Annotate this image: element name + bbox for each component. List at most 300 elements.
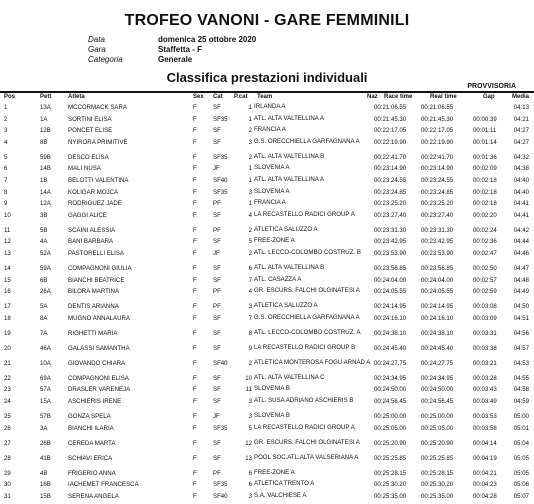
cell-real-time: 00:24:38.10	[421, 329, 454, 337]
cell-sex: F	[193, 439, 197, 447]
cell-pcat: 7	[248, 276, 252, 284]
cell-pos: 23	[4, 386, 11, 394]
cell-pcat: 5	[248, 238, 252, 246]
cell-sex: F	[193, 424, 197, 432]
cell-team: SLOVENIA A	[254, 187, 290, 195]
cell-media: 04:41	[513, 200, 529, 208]
table-row	[0, 360, 534, 375]
cell-media: 05:05	[513, 469, 529, 477]
cell-cat: SF35	[213, 424, 228, 432]
cell-race-time: 00:25:25.85	[374, 454, 407, 462]
col-team: Team	[257, 94, 273, 100]
cell-media: 05:00	[513, 412, 529, 420]
cell-gap: 00:03:43	[473, 386, 497, 394]
cell-pos: 15	[4, 276, 11, 284]
cell-pett: 16B	[40, 481, 51, 489]
cell-media: 04:44	[513, 238, 529, 246]
cell-cat: SF35	[213, 153, 228, 161]
cell-sex: F	[193, 412, 197, 420]
cell-athlete: GALASSI SAMANTHA	[68, 344, 130, 352]
table-row	[0, 288, 534, 303]
cell-sex: F	[193, 374, 197, 382]
cell-race-time: 00:23:42.95	[374, 238, 407, 246]
cell-athlete: IACHEMET FRANCESCA	[68, 481, 139, 489]
cell-gap: 00:03:08	[473, 303, 497, 311]
cell-gap: 00:04:28	[473, 492, 497, 500]
cell-pos: 9	[4, 200, 8, 208]
cell-athlete: SERENA ANGELA	[68, 492, 119, 500]
cell-athlete: NYIRORA PRIMITIVE	[68, 138, 128, 146]
cell-gap: 00:03:38	[473, 344, 497, 352]
cell-team: ATL. ALTA VALTELLINA A	[254, 175, 324, 183]
cell-athlete: BILORA MARTINA	[68, 288, 120, 296]
cell-pett: 14A	[40, 188, 51, 196]
cell-real-time: 00:24:04.00	[421, 276, 454, 284]
document-title: TROFEO VANONI - GARE FEMMINILI	[124, 12, 410, 29]
table-row	[0, 104, 534, 116]
cell-pett: 46A	[40, 344, 51, 352]
cell-sex: F	[193, 249, 197, 257]
cell-gap: 00:04:21	[473, 469, 497, 477]
cell-team: FREE-ZONE A	[254, 468, 295, 476]
cell-gap: 00:02:59	[473, 288, 497, 296]
cell-cat: PF	[213, 288, 221, 296]
cell-pcat: 4	[248, 288, 252, 296]
cell-pett: 6B	[40, 276, 48, 284]
cell-race-time: 00:25:35.00	[374, 492, 407, 500]
cell-pett: 41B	[40, 454, 51, 462]
cell-real-time: 00:24:34.95	[421, 374, 454, 382]
cell-pett: 1B	[40, 176, 48, 184]
cell-athlete: DESCO ELISA	[68, 153, 109, 161]
cell-sex: F	[193, 165, 197, 173]
cell-race-time: 00:23:56.85	[374, 264, 407, 272]
cell-race-time: 00:21:06.55	[374, 104, 407, 111]
classification-title: Classifica prestazioni individuali	[166, 70, 368, 85]
cell-team: ATL. ALTA VALTELLINA B	[254, 263, 325, 271]
cell-pos: 21	[4, 359, 11, 367]
cell-real-time: 00:23:24.85	[421, 188, 454, 196]
cell-cat: SF40	[213, 359, 228, 367]
cell-sex: F	[193, 153, 197, 161]
cell-team: GR. ESCURS. FALCHI OLGINATESI A	[254, 287, 360, 295]
cell-pcat: 6	[248, 469, 252, 477]
cell-race-time: 00:23:25.20	[374, 200, 407, 208]
cell-team: LA RECASTELLO RADICI GROUP B	[254, 343, 356, 351]
cell-race-time: 00:23:27.40	[374, 211, 407, 219]
cell-real-time: 00:23:27.40	[421, 211, 454, 219]
cell-real-time: 00:25:35.00	[421, 492, 454, 500]
cell-pos: 4	[4, 138, 8, 146]
cell-pos: 28	[4, 454, 11, 462]
cell-real-time: 00:24:16.10	[421, 314, 454, 322]
cell-team: FREE-ZONE A	[254, 237, 295, 245]
cell-pett: 59B	[40, 153, 51, 161]
cell-pos: 7	[4, 176, 8, 184]
cell-team: LA RECASTELLO RADICI GROUP A	[254, 423, 355, 431]
cell-gap: 00:02:18	[473, 188, 497, 196]
cell-race-time: 00:23:31.30	[374, 226, 407, 234]
cell-pett: 5B	[40, 226, 48, 234]
cell-athlete: CEREDA MARTA	[68, 439, 116, 447]
cell-gap: 00:03:53	[473, 412, 497, 420]
cell-sex: F	[193, 176, 197, 184]
cell-pcat: 3	[248, 397, 252, 405]
cell-race-time: 00:22:19.90	[374, 138, 407, 146]
cell-race-time: 00:22:17.05	[374, 127, 407, 135]
col-pcat: P.cat	[234, 94, 248, 100]
cell-pcat: 7	[248, 314, 252, 322]
cell-media: 04:47	[513, 264, 529, 272]
cell-pcat: 12	[245, 439, 252, 447]
cell-real-time: 00:23:42.95	[421, 238, 454, 246]
cell-team: SLOVENIA A	[254, 164, 290, 172]
cell-race-time: 00:24:05.55	[374, 288, 407, 296]
cell-team: S.A. VALCHIESE A	[254, 491, 307, 499]
cell-gap: 00:04:19	[473, 454, 497, 462]
cell-pett: 8B	[40, 138, 48, 146]
cell-media: 04:42	[513, 226, 529, 234]
cell-gap: 00:02:09	[473, 165, 497, 173]
cell-media: 04:38	[513, 165, 529, 173]
cell-pett: 3B	[40, 211, 48, 219]
col-athlete: Atleta	[68, 94, 85, 100]
table-row	[0, 440, 534, 455]
cell-sex: F	[193, 188, 197, 196]
cell-real-time: 00:25:05.00	[421, 424, 454, 432]
cell-athlete: ASCHIERIS IRENE	[68, 397, 122, 405]
cell-pcat: 1	[248, 104, 252, 111]
cell-gap: 00:04:23	[473, 481, 497, 489]
table-row	[0, 265, 534, 277]
cell-cat: SF	[213, 344, 221, 352]
cell-pos: 10	[4, 211, 11, 219]
cell-real-time: 00:23:53.90	[421, 249, 454, 257]
table-row	[0, 345, 534, 360]
cell-pos: 17	[4, 303, 11, 311]
col-sex: Sex	[193, 94, 204, 100]
cell-pcat: 13	[245, 454, 252, 462]
cell-pcat: 8	[248, 329, 252, 337]
cell-pett: 3A	[40, 424, 48, 432]
cell-pos: 5	[4, 153, 8, 161]
cell-pett: 52A	[40, 249, 51, 257]
table-row	[0, 212, 534, 227]
cell-gap: 00:02:50	[473, 264, 497, 272]
cell-real-time: 00:21:45.30	[421, 115, 454, 123]
cell-team: ATLETICA SALUZZO A	[254, 225, 318, 233]
col-gap: Gap	[483, 94, 495, 100]
cell-race-time: 00:23:14.90	[374, 165, 407, 173]
cell-athlete: DRASLER VARENEJA	[68, 386, 131, 394]
cell-race-time: 00:22:41.70	[374, 153, 407, 161]
cell-race-time: 00:24:50.00	[374, 386, 407, 394]
cell-cat: PF	[213, 226, 221, 234]
col-pett: Pett	[40, 94, 52, 100]
cell-cat: SF35	[213, 115, 228, 123]
cell-pos: 29	[4, 469, 11, 477]
cell-pos: 12	[4, 238, 11, 246]
cell-athlete: BELOTTI VALENTINA	[68, 176, 129, 184]
cell-cat: SF	[213, 329, 221, 337]
cell-athlete: KOLIGAR MOJCA	[68, 188, 119, 196]
cell-pcat: 2	[248, 153, 252, 161]
table-row	[0, 303, 534, 315]
cell-cat: SF35	[213, 481, 228, 489]
cell-pcat: 4	[248, 211, 252, 219]
cell-gap: 00:02:57	[473, 276, 497, 284]
cell-sex: F	[193, 397, 197, 405]
cell-media: 05:07	[513, 492, 529, 500]
cell-race-time: 00:24:56.45	[374, 397, 407, 405]
cell-real-time: 00:24:27.75	[421, 359, 454, 367]
cell-media: 04:50	[513, 303, 529, 311]
cell-media: 04:13	[513, 104, 529, 111]
cell-real-time: 00:22:19.90	[421, 138, 454, 146]
cell-cat: SF	[213, 454, 221, 462]
table-row	[0, 493, 534, 504]
cell-media: 04:32	[513, 153, 529, 161]
cell-team: ATL. LECCO-COLOMBO COSTRUZ. B	[254, 248, 361, 256]
cell-race-time: 00:24:34.95	[374, 374, 407, 382]
cell-cat: JF	[213, 165, 220, 173]
cell-race-time: 00:23:53.90	[374, 249, 407, 257]
cell-athlete: PONCET ELISE	[68, 127, 113, 135]
cell-real-time: 00:23:56.85	[421, 264, 454, 272]
cell-media: 04:58	[513, 386, 529, 394]
cell-real-time: 00:21:06.55	[421, 104, 454, 111]
cell-team: G.S. ORECCHIELLA GARFAGNANA A	[254, 313, 360, 321]
cell-sex: F	[193, 211, 197, 219]
cell-pett: 4A	[40, 238, 48, 246]
cell-pcat: 1	[248, 115, 252, 123]
cell-cat: SF	[213, 439, 221, 447]
col-real-time: Real time	[430, 94, 457, 100]
cell-real-time: 00:25:20.90	[421, 439, 454, 447]
cell-cat: JF	[213, 249, 220, 257]
cell-gap: 00:01:36	[473, 153, 497, 161]
table-row	[0, 455, 534, 470]
cell-pos: 2	[4, 115, 8, 123]
cell-athlete: BIANCHI ILARIA	[68, 424, 114, 432]
cell-pett: 15B	[40, 492, 51, 500]
cell-team: ATL. ALTA VALTELLINA A	[254, 114, 324, 122]
cell-team: FRANCIA A	[254, 126, 286, 134]
col-cat: Cat	[213, 94, 223, 100]
cell-gap: 00:03:28	[473, 374, 497, 382]
cell-sex: F	[193, 226, 197, 234]
cell-athlete: SCAINI ALESSIA	[68, 226, 116, 234]
cell-media: 04:48	[513, 276, 529, 284]
cell-media: 04:59	[513, 397, 529, 405]
cell-real-time: 00:24:56.45	[421, 397, 454, 405]
cell-athlete: GIOVANDO CHIARA	[68, 359, 126, 367]
cell-media: 04:55	[513, 374, 529, 382]
col-race-time: Race time	[384, 94, 413, 100]
cell-pcat: 5	[248, 424, 252, 432]
cell-pett: 1A	[40, 115, 48, 123]
cell-athlete: SCHIAVI ERICA	[68, 454, 113, 462]
event-meta	[88, 35, 256, 65]
cell-cat: SF	[213, 314, 221, 322]
table-row	[0, 413, 534, 425]
cell-gap: 00:02:24	[473, 226, 497, 234]
cell-athlete: BANI BARBARA	[68, 238, 114, 246]
cell-gap: 00:02:18	[473, 200, 497, 208]
cell-race-time: 00:24:04.00	[374, 276, 407, 284]
cell-real-time: 00:22:17.05	[421, 127, 454, 135]
cell-real-time: 00:23:24.55	[421, 176, 454, 184]
cell-pcat: 6	[248, 481, 252, 489]
category-value: Generale	[158, 55, 193, 64]
table-row	[0, 200, 534, 212]
cell-gap: 00:00:39	[473, 115, 497, 123]
cell-sex: F	[193, 138, 197, 146]
cell-gap: 00:03:09	[473, 314, 497, 322]
col-naz: Naz	[367, 94, 378, 100]
cell-race-time: 00:25:05.00	[374, 424, 407, 432]
cell-team: GR. ESCURS. FALCHI OLGINATESI A	[254, 438, 360, 446]
cell-pett: 12A	[40, 200, 51, 208]
cell-race-time: 00:23:24.55	[374, 176, 407, 184]
cell-pett: 57A	[40, 386, 51, 394]
table-row	[0, 330, 534, 345]
cell-pos: 20	[4, 344, 11, 352]
cell-pcat: 3	[248, 138, 252, 146]
cell-real-time: 00:22:41.70	[421, 153, 454, 161]
cell-media: 04:53	[513, 359, 529, 367]
cell-sex: F	[193, 115, 197, 123]
table-row	[0, 315, 534, 330]
cell-pcat: 10	[245, 374, 252, 382]
cell-cat: SF	[213, 276, 221, 284]
cell-cat: SF	[213, 397, 221, 405]
cell-cat: SF	[213, 386, 221, 394]
cell-team: SLOVENIA B	[254, 411, 290, 419]
cell-athlete: RIGHETTI MARIA	[68, 329, 118, 337]
cell-pcat: 1	[248, 176, 252, 184]
cell-gap: 00:03:58	[473, 424, 497, 432]
cell-cat: PF	[213, 469, 221, 477]
cell-sex: F	[193, 386, 197, 394]
cell-sex: F	[193, 469, 197, 477]
cell-pos: 3	[4, 127, 8, 135]
cell-media: 04:27	[513, 127, 529, 135]
cell-pett: 59A	[40, 264, 51, 272]
cell-pos: 26	[4, 424, 11, 432]
cell-pett: 26A	[40, 288, 51, 296]
cell-pos: 13	[4, 249, 11, 257]
cell-race-time: 00:23:24.85	[374, 188, 407, 196]
cell-pcat: 11	[245, 386, 252, 394]
cell-real-time: 00:25:30.20	[421, 481, 454, 489]
table-row	[0, 250, 534, 265]
cell-sex: F	[193, 329, 197, 337]
cell-media: 05:06	[513, 481, 529, 489]
cell-gap: 00:02:47	[473, 249, 497, 257]
cell-sex: F	[193, 454, 197, 462]
cell-pos: 18	[4, 314, 11, 322]
cell-race-time: 00:24:45.40	[374, 344, 407, 352]
cell-cat: SF40	[213, 176, 228, 184]
cell-team: ATL. SUSA ADRIANO ASCHIERIS B	[254, 396, 354, 404]
cell-team: ATL. CASAZZA A	[254, 275, 302, 283]
col-pos: Pos	[4, 94, 16, 100]
cell-race-time: 00:21:45.30	[374, 115, 407, 123]
cell-sex: F	[193, 344, 197, 352]
cell-sex: F	[193, 288, 197, 296]
cell-real-time: 00:23:14.90	[421, 165, 454, 173]
cell-real-time: 00:23:31.30	[421, 226, 454, 234]
cell-sex: F	[193, 359, 197, 367]
cell-team: ATLETICA SALUZZO A	[254, 302, 318, 310]
cell-pcat: 2	[248, 249, 252, 257]
cell-media: 05:04	[513, 439, 529, 447]
category-label: Categoria	[88, 55, 123, 64]
table-row	[0, 425, 534, 440]
cell-athlete: MALI NUSA	[68, 165, 101, 173]
cell-gap: 00:03:49	[473, 397, 497, 405]
cell-team: G.S. ORECCHIELLA GARFAGNANA A	[254, 137, 360, 145]
cell-sex: F	[193, 303, 197, 311]
cell-athlete: PASTORELLI ELISA	[68, 249, 124, 257]
cell-cat: PF	[213, 303, 221, 311]
cell-sex: F	[193, 276, 197, 284]
cell-race-time: 00:24:14.95	[374, 303, 407, 311]
table-row	[0, 398, 534, 413]
cell-sex: F	[193, 200, 197, 208]
cell-sex: F	[193, 104, 197, 111]
status-label: PROVVISORIA	[467, 83, 516, 90]
table-row	[0, 139, 534, 154]
cell-pcat: 9	[248, 344, 252, 352]
cell-race-time: 00:25:30.20	[374, 481, 407, 489]
cell-pcat: 2	[248, 226, 252, 234]
cell-team: POOL SOC.ATL.ALTA VALSERIANA A	[254, 453, 359, 461]
cell-sex: F	[193, 314, 197, 322]
cell-gap: 00:02:36	[473, 238, 497, 246]
cell-pett: 15A	[40, 397, 51, 405]
cell-pos: 31	[4, 492, 11, 500]
cell-pos: 30	[4, 481, 11, 489]
cell-pcat: 6	[248, 264, 252, 272]
cell-media: 04:27	[513, 138, 529, 146]
cell-real-time: 00:25:28.15	[421, 469, 454, 477]
cell-sex: F	[193, 238, 197, 246]
cell-team: IRLANDA A	[254, 103, 286, 110]
cell-cat: SF40	[213, 492, 228, 500]
cell-real-time: 00:24:45.40	[421, 344, 454, 352]
cell-pett: 4B	[40, 469, 48, 477]
cell-team: ATLETICA TRENTO A	[254, 480, 315, 488]
cell-cat: SF35	[213, 188, 228, 196]
cell-team: FRANCIA A	[254, 199, 286, 207]
cell-cat: SF	[213, 238, 221, 246]
cell-pett: 12B	[40, 127, 51, 135]
cell-media: 04:40	[513, 176, 529, 184]
race-label: Gara	[88, 45, 106, 54]
cell-real-time: 00:24:14.95	[421, 303, 454, 311]
cell-real-time: 00:25:25.85	[421, 454, 454, 462]
cell-athlete: FRIGERIO ANNA	[68, 469, 116, 477]
cell-real-time: 00:23:25.20	[421, 200, 454, 208]
cell-media: 05:05	[513, 454, 529, 462]
cell-cat: SF	[213, 211, 221, 219]
cell-athlete: SORTINI ELISA	[68, 115, 112, 123]
cell-race-time: 00:25:00.00	[374, 412, 407, 420]
cell-pcat: 3	[248, 412, 252, 420]
cell-media: 04:57	[513, 344, 529, 352]
